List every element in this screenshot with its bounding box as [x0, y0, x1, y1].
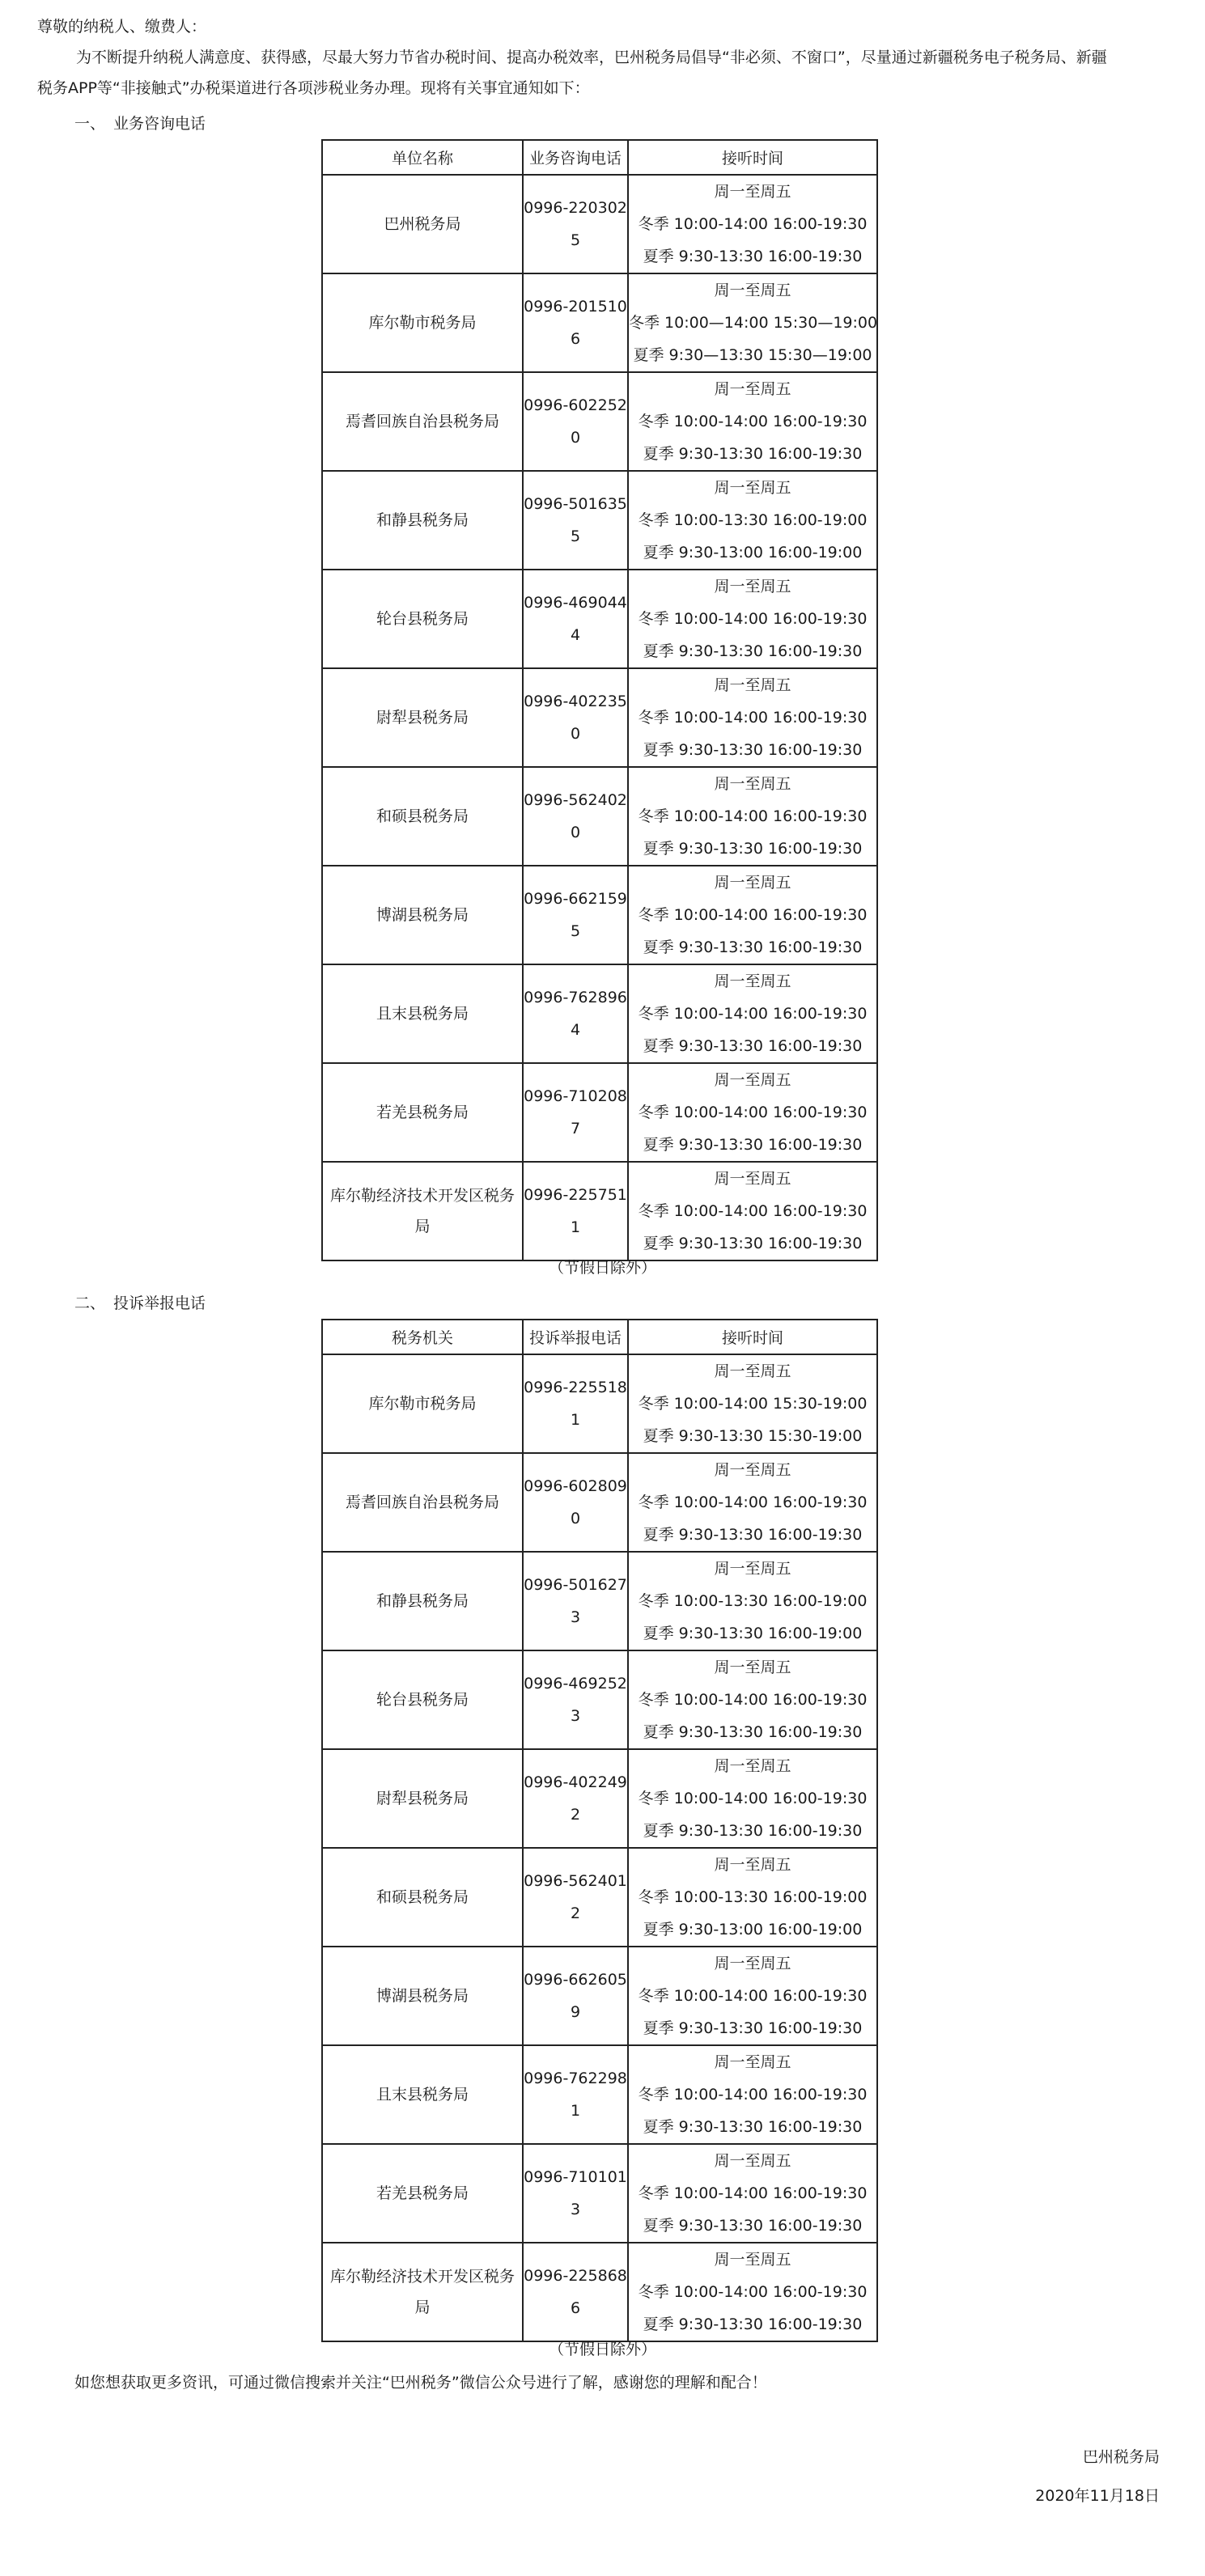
- phone-number-cell: 0996-2257511: [523, 1162, 628, 1260]
- table-row: [322, 1453, 877, 1552]
- table-row: [322, 2144, 877, 2243]
- summer-hours: 夏季 9:30-13:30 16:00-19:30: [643, 2217, 863, 2235]
- weekday-range: 周一至周五: [714, 775, 791, 793]
- table-row: [322, 1354, 877, 1453]
- winter-hours: 冬季 10:00-14:00 16:00-19:30: [638, 413, 868, 430]
- intro-paragraph: [37, 42, 1186, 104]
- weekday-range: 周一至周五: [714, 479, 791, 497]
- hours-cell: [628, 570, 877, 668]
- summer-hours: 夏季 9:30-13:30 16:00-19:30: [643, 248, 863, 265]
- table-row: [322, 767, 877, 866]
- unit-name-cell: 和硕县税务局: [322, 767, 523, 866]
- winter-hours: 冬季 10:00—14:00 15:30—19:00: [629, 314, 878, 332]
- phone-number-cell: 0996-7628964: [523, 964, 628, 1063]
- summer-hours: 夏季 9:30-13:30 16:00-19:30: [643, 1822, 863, 1840]
- signature-date: 2020年11月18日: [1035, 2487, 1160, 2505]
- hours-cell: [628, 175, 877, 273]
- unit-name-cell: 轮台县税务局: [322, 570, 523, 668]
- table-row: [322, 570, 877, 668]
- summer-hours: 夏季 9:30-13:30 16:00-19:30: [643, 2315, 863, 2333]
- unit-name-cell: 博湖县税务局: [322, 1947, 523, 2045]
- summer-hours: 夏季 9:30-13:30 16:00-19:30: [643, 2019, 863, 2037]
- table-row: [322, 1650, 877, 1749]
- table-row: [322, 1947, 877, 2045]
- unit-name-cell: 若羌县税务局: [322, 2144, 523, 2243]
- weekday-range: 周一至周五: [714, 2152, 791, 2170]
- hours-cell: [628, 1552, 877, 1650]
- weekday-range: 周一至周五: [714, 1856, 791, 1874]
- weekday-range: 周一至周五: [714, 380, 791, 398]
- column-header-phone: 投诉举报电话: [523, 1320, 628, 1354]
- weekday-range: 周一至周五: [714, 1362, 791, 1380]
- winter-hours: 冬季 10:00-14:00 16:00-19:30: [638, 1691, 868, 1709]
- weekday-range: 周一至周五: [714, 1071, 791, 1089]
- hours-cell: [628, 1453, 877, 1552]
- section-2-heading: [74, 1288, 206, 1319]
- unit-name-cell: 焉耆回族自治县税务局: [322, 372, 523, 471]
- hours-cell: [628, 1749, 877, 1848]
- table-row: [322, 1848, 877, 1947]
- weekday-range: 周一至周五: [714, 2251, 791, 2269]
- phone-number-cell: 0996-7101013: [523, 2144, 628, 2243]
- phone-number-cell: 0996-6028090: [523, 1453, 628, 1552]
- phone-number-cell: 0996-2255181: [523, 1354, 628, 1453]
- phone-number-cell: 0996-4690444: [523, 570, 628, 668]
- unit-name-cell: 尉犁县税务局: [322, 668, 523, 767]
- winter-hours: 冬季 10:00-13:30 16:00-19:00: [638, 511, 868, 529]
- intro-line-2: 税务APP等“非接触式”办税渠道进行各项涉税业务办理。现将有关事宜通知如下：: [37, 79, 590, 97]
- winter-hours: 冬季 10:00-13:30 16:00-19:00: [638, 1888, 868, 1906]
- summer-hours: 夏季 9:30-13:30 16:00-19:30: [643, 840, 863, 858]
- intro-line-1: 为不断提升纳税人满意度、获得感，尽最大努力节省办税时间、提高办税效率，巴州税务局倡导“非必须、不窗口”，尽量通过新疆税务电子税务局、新疆: [76, 49, 1107, 66]
- summer-hours: 夏季 9:30-13:00 16:00-19:00: [643, 544, 863, 561]
- phone-number-cell: 0996-5624012: [523, 1848, 628, 1947]
- unit-name-cell: 和硕县税务局: [322, 1848, 523, 1947]
- winter-hours: 冬季 10:00-14:00 16:00-19:30: [638, 2086, 868, 2104]
- winter-hours: 冬季 10:00-14:00 16:00-19:30: [638, 2283, 868, 2301]
- section-1-number: 一、: [74, 115, 106, 133]
- hours-cell: [628, 1162, 877, 1260]
- hours-cell: [628, 1947, 877, 2045]
- table-row: [322, 273, 877, 372]
- hours-cell: [628, 668, 877, 767]
- unit-name-cell: 若羌县税务局: [322, 1063, 523, 1162]
- unit-name-cell: 和静县税务局: [322, 471, 523, 570]
- signature-org: 巴州税务局: [1082, 2448, 1160, 2466]
- hours-cell: [628, 1848, 877, 1947]
- complaint-phone-table: [321, 1319, 878, 2342]
- weekday-range: 周一至周五: [714, 282, 791, 299]
- unit-name-cell: 库尔勒市税务局: [322, 273, 523, 372]
- summer-hours: 夏季 9:30-13:30 16:00-19:30: [643, 642, 863, 660]
- weekday-range: 周一至周五: [714, 972, 791, 990]
- table-header-row: [322, 140, 877, 175]
- phone-number-cell: 0996-2015106: [523, 273, 628, 372]
- phone-number-cell: 0996-4022492: [523, 1749, 628, 1848]
- unit-name-cell: 焉耆回族自治县税务局: [322, 1453, 523, 1552]
- winter-hours: 冬季 10:00-14:00 16:00-19:30: [638, 807, 868, 825]
- section-1-heading: [74, 108, 206, 139]
- summer-hours: 夏季 9:30-13:30 16:00-19:30: [643, 1723, 863, 1741]
- summer-hours: 夏季 9:30-13:30 16:00-19:30: [643, 1037, 863, 1055]
- weekday-range: 周一至周五: [714, 874, 791, 892]
- summer-hours: 夏季 9:30-13:30 16:00-19:30: [643, 938, 863, 956]
- phone-number-cell: 0996-5016273: [523, 1552, 628, 1650]
- winter-hours: 冬季 10:00-14:00 16:00-19:30: [638, 610, 868, 628]
- summer-hours: 夏季 9:30-13:30 16:00-19:00: [643, 1625, 863, 1642]
- hours-cell: [628, 767, 877, 866]
- summer-hours: 夏季 9:30—13:30 15:30—19:00: [633, 346, 872, 364]
- phone-number-cell: 0996-5624020: [523, 767, 628, 866]
- unit-name-cell: 轮台县税务局: [322, 1650, 523, 1749]
- column-header-hours: 接听时间: [628, 140, 877, 175]
- column-header-hours: 接听时间: [628, 1320, 877, 1354]
- winter-hours: 冬季 10:00-14:00 15:30-19:00: [638, 1395, 868, 1413]
- weekday-range: 周一至周五: [714, 1170, 791, 1188]
- phone-number-cell: 0996-5016355: [523, 471, 628, 570]
- winter-hours: 冬季 10:00-14:00 16:00-19:30: [638, 1493, 868, 1511]
- winter-hours: 冬季 10:00-14:00 16:00-19:30: [638, 1987, 868, 2005]
- hours-cell: [628, 2045, 877, 2144]
- weekday-range: 周一至周五: [714, 2053, 791, 2071]
- table-row: [322, 1749, 877, 1848]
- table-header-row: [322, 1320, 877, 1354]
- consult-phone-table: [321, 139, 878, 1261]
- summer-hours: 夏季 9:30-13:30 15:30-19:00: [643, 1427, 863, 1445]
- table-row: [322, 2045, 877, 2144]
- weekday-range: 周一至周五: [714, 1955, 791, 1972]
- winter-hours: 冬季 10:00-14:00 16:00-19:30: [638, 1202, 868, 1220]
- unit-name-cell: 博湖县税务局: [322, 866, 523, 964]
- unit-name-cell: 库尔勒市税务局: [322, 1354, 523, 1453]
- phone-number-cell: 0996-6621595: [523, 866, 628, 964]
- hours-cell: [628, 471, 877, 570]
- table-row: [322, 1162, 877, 1260]
- weekday-range: 周一至周五: [714, 1757, 791, 1775]
- section-2-title: 投诉举报电话: [113, 1294, 206, 1312]
- table-row: [322, 1552, 877, 1650]
- phone-number-cell: 0996-2203025: [523, 175, 628, 273]
- table-row: [322, 668, 877, 767]
- table-row: [322, 1063, 877, 1162]
- table-row: [322, 2243, 877, 2341]
- summer-hours: 夏季 9:30-13:30 16:00-19:30: [643, 1526, 863, 1544]
- winter-hours: 冬季 10:00-13:30 16:00-19:00: [638, 1592, 868, 1610]
- unit-name-cell: 库尔勒经济技术开发区税务局: [322, 2243, 523, 2341]
- weekday-range: 周一至周五: [714, 578, 791, 595]
- weekday-range: 周一至周五: [714, 1659, 791, 1676]
- phone-number-cell: 0996-7102087: [523, 1063, 628, 1162]
- footer-text: 如您想获取更多资讯，可通过微信搜索并关注“巴州税务”微信公众号进行了解，感谢您的理解和配合！: [74, 2374, 767, 2392]
- phone-number-cell: 0996-6022520: [523, 372, 628, 471]
- table-row: [322, 866, 877, 964]
- unit-name-cell: 尉犁县税务局: [322, 1749, 523, 1848]
- column-header-unit: 税务机关: [322, 1320, 523, 1354]
- phone-number-cell: 0996-7622981: [523, 2045, 628, 2144]
- unit-name-cell: 且末县税务局: [322, 964, 523, 1063]
- greeting: 尊敬的纳税人、缴费人：: [37, 18, 207, 36]
- hours-cell: [628, 1650, 877, 1749]
- winter-hours: 冬季 10:00-14:00 16:00-19:30: [638, 709, 868, 727]
- hours-cell: [628, 964, 877, 1063]
- winter-hours: 冬季 10:00-14:00 16:00-19:30: [638, 1104, 868, 1121]
- unit-name-cell: 巴州税务局: [322, 175, 523, 273]
- summer-hours: 夏季 9:30-13:30 16:00-19:30: [643, 741, 863, 759]
- weekday-range: 周一至周五: [714, 676, 791, 694]
- summer-hours: 夏季 9:30-13:30 16:00-19:30: [643, 1235, 863, 1252]
- hours-cell: [628, 1354, 877, 1453]
- winter-hours: 冬季 10:00-14:00 16:00-19:30: [638, 1005, 868, 1023]
- phone-number-cell: 0996-4692523: [523, 1650, 628, 1749]
- section-2-number: 二、: [74, 1294, 106, 1312]
- section-1-title: 业务咨询电话: [113, 115, 206, 133]
- hours-cell: [628, 273, 877, 372]
- hours-cell: [628, 866, 877, 964]
- hours-cell: [628, 372, 877, 471]
- table-row: [322, 471, 877, 570]
- winter-hours: 冬季 10:00-14:00 16:00-19:30: [638, 906, 868, 924]
- weekday-range: 周一至周五: [714, 1461, 791, 1479]
- winter-hours: 冬季 10:00-14:00 16:00-19:30: [638, 1790, 868, 1807]
- winter-hours: 冬季 10:00-14:00 16:00-19:30: [638, 2184, 868, 2202]
- unit-name-cell: 且末县税务局: [322, 2045, 523, 2144]
- section-2-note: （节假日除外）: [548, 2341, 656, 2358]
- unit-name-cell: 和静县税务局: [322, 1552, 523, 1650]
- phone-number-cell: 0996-2258686: [523, 2243, 628, 2341]
- phone-number-cell: 0996-4022350: [523, 668, 628, 767]
- weekday-range: 周一至周五: [714, 183, 791, 201]
- summer-hours: 夏季 9:30-13:30 16:00-19:30: [643, 1136, 863, 1154]
- hours-cell: [628, 2243, 877, 2341]
- hours-cell: [628, 1063, 877, 1162]
- hours-cell: [628, 2144, 877, 2243]
- summer-hours: 夏季 9:30-13:30 16:00-19:30: [643, 445, 863, 463]
- table-row: [322, 175, 877, 273]
- winter-hours: 冬季 10:00-14:00 16:00-19:30: [638, 215, 868, 233]
- column-header-phone: 业务咨询电话: [523, 140, 628, 175]
- column-header-unit: 单位名称: [322, 140, 523, 175]
- section-1-note: （节假日除外）: [548, 1259, 656, 1277]
- summer-hours: 夏季 9:30-13:30 16:00-19:30: [643, 2118, 863, 2136]
- phone-number-cell: 0996-6626059: [523, 1947, 628, 2045]
- weekday-range: 周一至周五: [714, 1560, 791, 1578]
- summer-hours: 夏季 9:30-13:00 16:00-19:00: [643, 1921, 863, 1938]
- table-row: [322, 372, 877, 471]
- unit-name-cell: 库尔勒经济技术开发区税务局: [322, 1162, 523, 1260]
- table-row: [322, 964, 877, 1063]
